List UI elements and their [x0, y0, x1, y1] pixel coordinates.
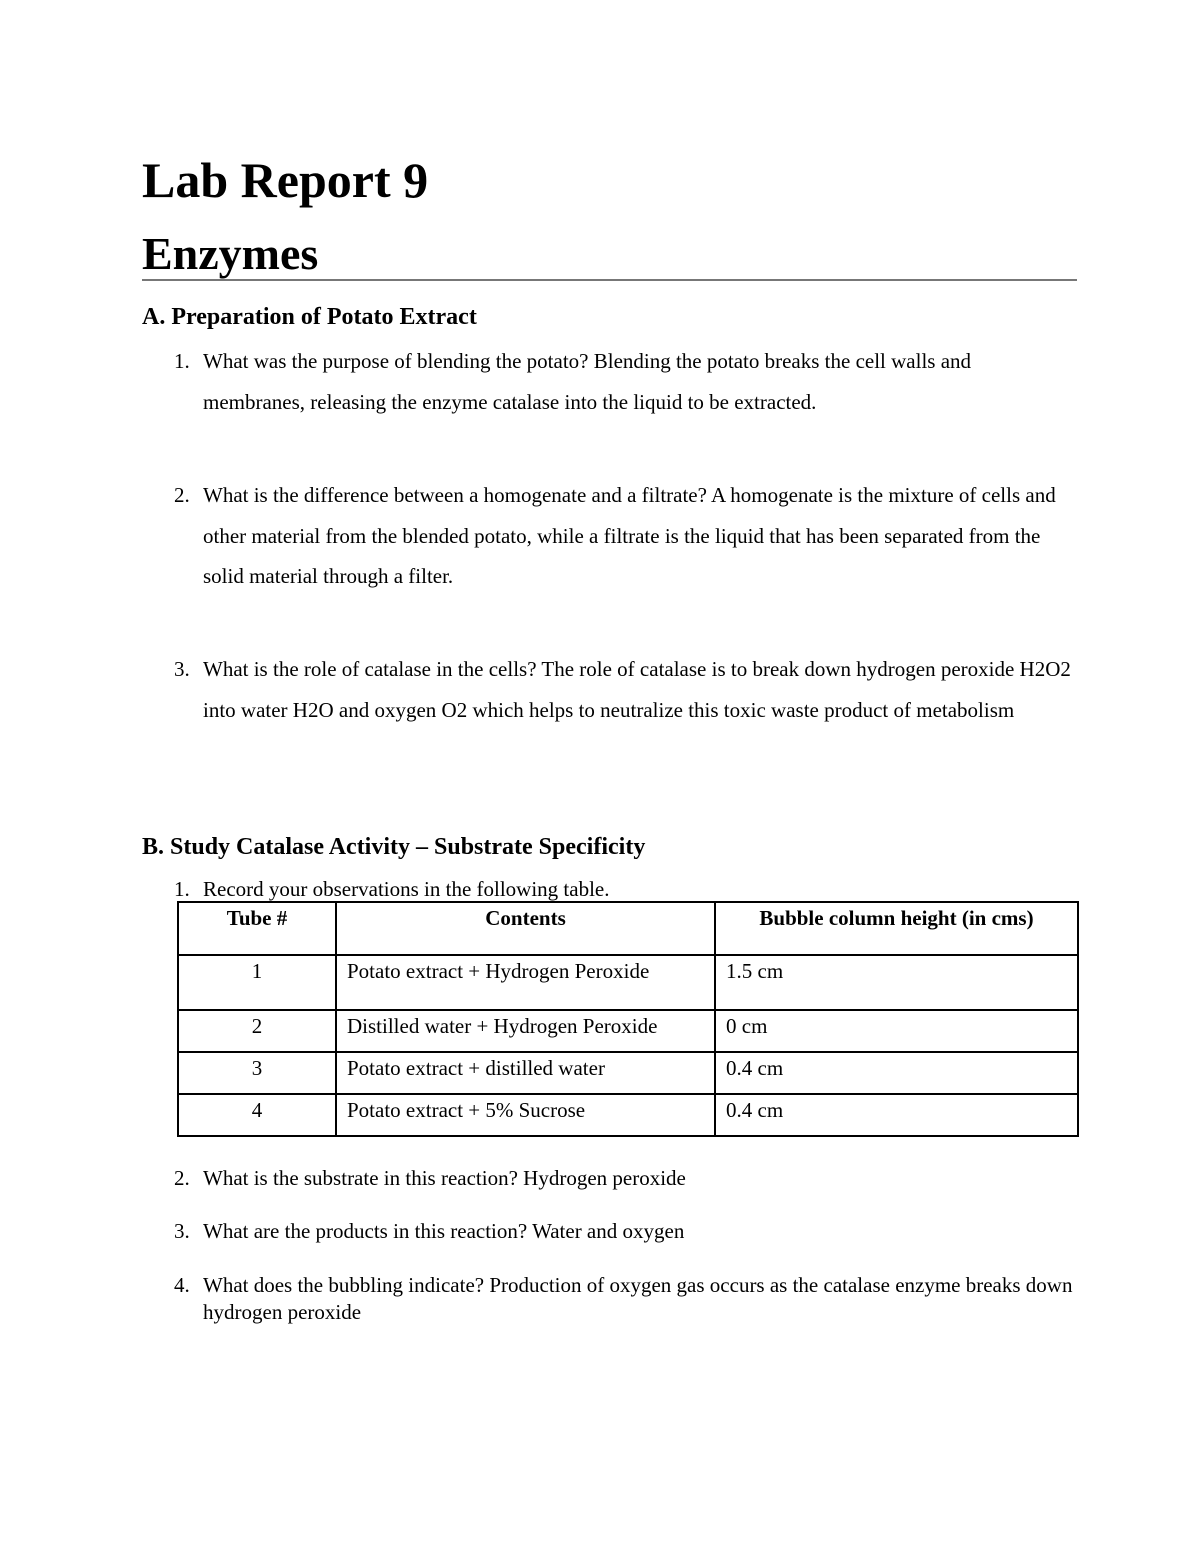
section-b-question-3 [174, 1218, 1074, 1245]
table-header-cell: Tube # [178, 902, 336, 955]
table-cell: Potato extract + distilled water [336, 1052, 715, 1094]
table-cell: 0.4 cm [715, 1094, 1078, 1136]
section-b-question-4 [174, 1272, 1074, 1326]
table-cell: 0 cm [715, 1010, 1078, 1052]
table-row [178, 1010, 1078, 1052]
document-subtitle: Enzymes [142, 228, 319, 279]
question-text: What is the role of catalase in the cells? The role of catalase is to break down hydrogen peroxide H2O2 into water H2O and oxygen O2 which helps to neutralize this toxic waste product of metabolism [203, 657, 1071, 722]
table-cell: 2 [178, 1010, 336, 1052]
question-number: 2. [174, 1166, 190, 1190]
section-a-question-1 [174, 341, 1074, 422]
table-row [178, 1052, 1078, 1094]
question-number: 1. [174, 349, 190, 373]
question-number: 3. [174, 657, 190, 681]
table-row [178, 1094, 1078, 1136]
table-cell: 1.5 cm [715, 955, 1078, 1010]
question-text: What does the bubbling indicate? Production of oxygen gas occurs as the catalase enzyme breaks down hydrogen peroxide [203, 1273, 1073, 1324]
table-cell: 4 [178, 1094, 336, 1136]
section-a-question-3 [174, 649, 1074, 730]
question-number: 4. [174, 1273, 190, 1297]
section-b-question-2 [174, 1165, 1074, 1192]
table-cell: 0.4 cm [715, 1052, 1078, 1094]
table-cell: Potato extract + Hydrogen Peroxide [336, 955, 715, 1010]
table-row [178, 955, 1078, 1010]
title-divider [142, 279, 1077, 281]
question-text: What is the substrate in this reaction? Hydrogen peroxide [203, 1166, 686, 1190]
question-text: Record your observations in the following table. [203, 877, 610, 901]
table-header-row [178, 902, 1078, 955]
table-cell: 3 [178, 1052, 336, 1094]
section-b-heading: B. Study Catalase Activity – Substrate Specificity [142, 834, 646, 860]
table-cell: Distilled water + Hydrogen Peroxide [336, 1010, 715, 1052]
table-header-cell: Contents [336, 902, 715, 955]
section-a-question-2 [174, 475, 1074, 597]
table-cell: 1 [178, 955, 336, 1010]
question-text: What was the purpose of blending the potato? Blending the potato breaks the cell walls and membranes, releasing the enzyme catalase into the liquid to be extracted. [203, 349, 972, 414]
question-text: What are the products in this reaction? Water and oxygen [203, 1219, 685, 1243]
question-number: 3. [174, 1219, 190, 1243]
section-a-heading: A. Preparation of Potato Extract [142, 304, 477, 330]
observations-table [177, 901, 1079, 1137]
question-text: What is the difference between a homogenate and a filtrate? A homogenate is the mixture of cells and other material from the blended potato, while a filtrate is the liquid that has been separated from the solid material through a filter. [203, 483, 1056, 588]
table-intro [174, 876, 1074, 903]
table-header-cell: Bubble column height (in cms) [715, 902, 1078, 955]
question-number: 1. [174, 877, 190, 901]
table-cell: Potato extract + 5% Sucrose [336, 1094, 715, 1136]
question-number: 2. [174, 483, 190, 507]
document-title: Lab Report 9 [142, 152, 429, 208]
